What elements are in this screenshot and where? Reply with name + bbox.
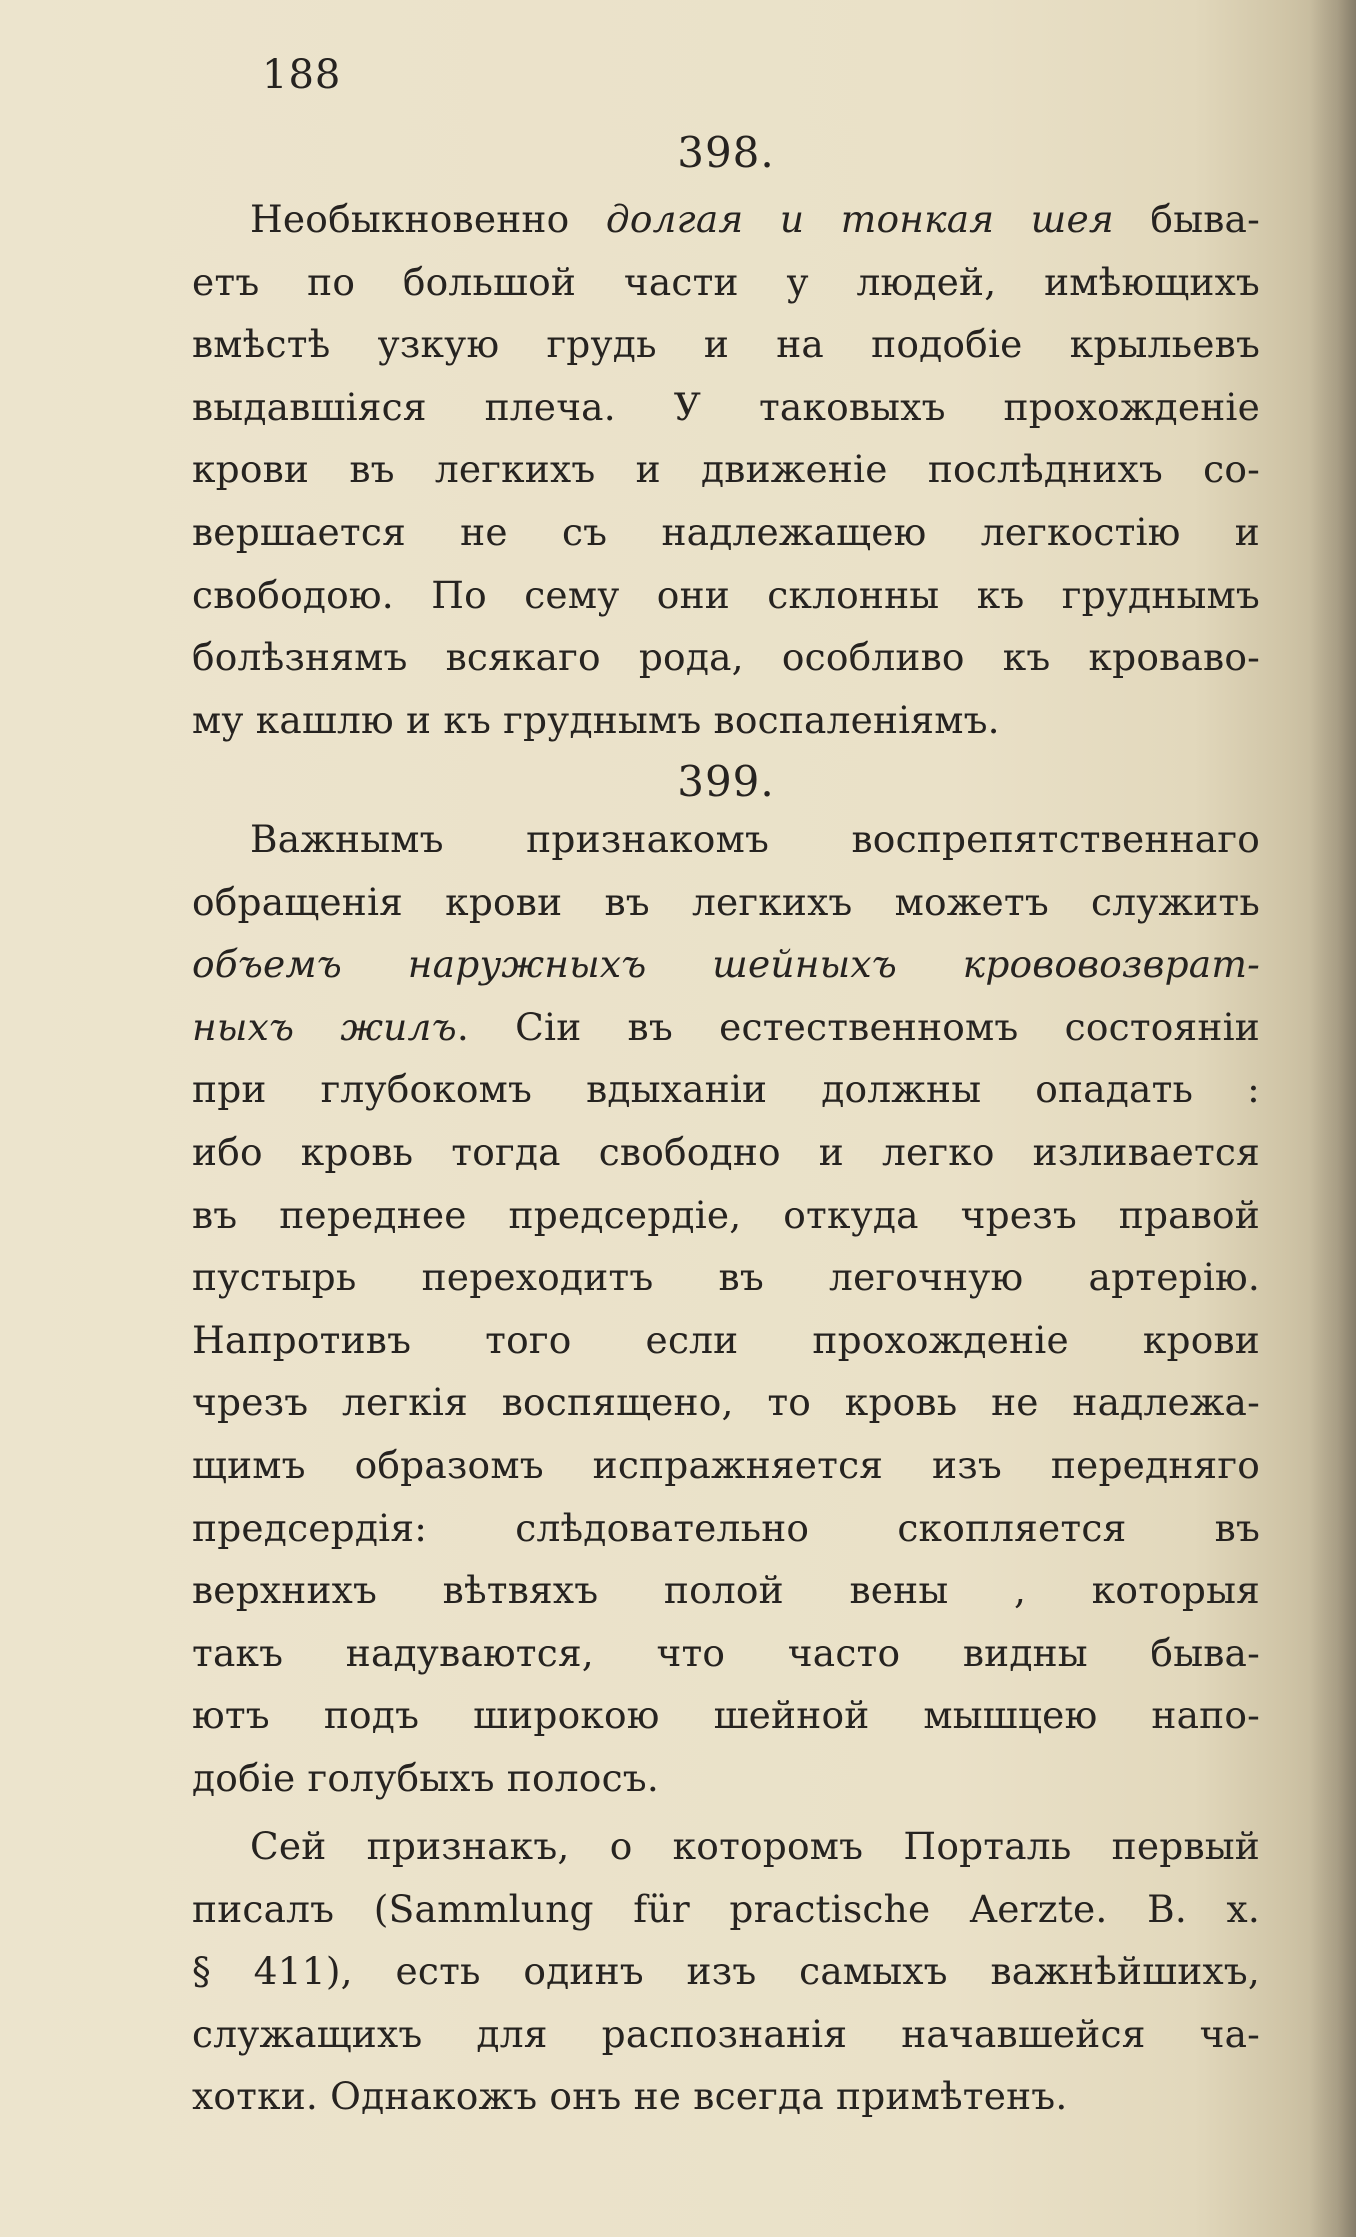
text-line (192, 996, 1260, 1059)
text-line (192, 1747, 1260, 1810)
text-line (192, 1815, 1260, 1878)
text-line (192, 933, 1260, 996)
text-run: пустырь переходитъ въ легочную артерію. (192, 1255, 1260, 1300)
page-number: 188 (262, 52, 342, 98)
text-run: обращенія крови въ легкихъ можетъ служить (192, 879, 1260, 924)
text-run: § 411), есть одинъ изъ самыхъ важнѣйшихъ, (192, 1949, 1260, 1994)
text-line (192, 1622, 1260, 1685)
text-run: при глубокомъ вдыханіи должны опадать : (192, 1067, 1260, 1112)
text-run: Важнымъ признакомъ воспрепятственнаго (250, 817, 1260, 861)
text-line (192, 1434, 1260, 1497)
text-run: Сей признакъ, о которомъ Порталь первый (250, 1824, 1260, 1868)
text-run: етъ по большой части у людей, имѣющихъ (192, 259, 1260, 304)
text-run: вершается не съ надлежащею легкостію и (192, 509, 1260, 554)
text-run: писалъ (Sammlung für practische Aerzte. B. x. (192, 1886, 1260, 1931)
text-run: вмѣстѣ узкую грудь и на подобіе крыльевъ (192, 322, 1260, 367)
text-line (192, 808, 1260, 871)
text-line (192, 1246, 1260, 1309)
text-line (192, 1684, 1260, 1747)
italic-run: объемъ наружныхъ шейныхъ крововозврат- (192, 942, 1260, 987)
text-line (192, 188, 1260, 251)
text-line (192, 501, 1260, 564)
text-line (192, 1058, 1260, 1121)
text-line (192, 564, 1260, 627)
text-run: болѣзнямъ всякаго рода, особливо къ кроваво- (192, 635, 1260, 680)
text-run: му кашлю и къ груднымъ воспаленіямъ. (192, 697, 1000, 742)
text-line (192, 2065, 1260, 2128)
text-line (192, 1371, 1260, 1434)
paragraph-399-a (192, 808, 1260, 1810)
text-line (192, 1309, 1260, 1372)
text-line (192, 1121, 1260, 1184)
text-line (192, 2003, 1260, 2066)
text-run: такъ надуваются, что часто видны быва- (192, 1630, 1260, 1675)
text-line (192, 626, 1260, 689)
text-run: хотки. Однакожъ онъ не всегда примѣтенъ. (192, 2074, 1068, 2119)
text-line (192, 1559, 1260, 1622)
text-line (192, 1497, 1260, 1560)
text-line (192, 251, 1260, 314)
text-line (192, 689, 1260, 752)
text-run: въ переднее предсердіе, откуда чрезъ правой (192, 1192, 1260, 1237)
text-run: . Сіи въ естественномъ состояніи (456, 1004, 1260, 1049)
italic-run: ныхъ жилъ (192, 1004, 457, 1049)
paragraph-399-b (192, 1815, 1260, 2128)
section-number-399: 399. (677, 757, 775, 806)
text-run: выдавшіяся плеча. У таковыхъ прохожденіе (192, 384, 1260, 429)
text-line (192, 376, 1260, 439)
text-line (192, 1878, 1260, 1941)
text-line (192, 1940, 1260, 2003)
text-line (192, 1184, 1260, 1247)
text-run: чрезъ легкія воспящено, то кровь не надлежа- (192, 1380, 1260, 1425)
section-number-398: 398. (677, 128, 775, 177)
text-run: щимъ образомъ испражняется изъ передняго (192, 1442, 1260, 1487)
paragraph-398 (192, 188, 1260, 751)
text-run: предсердія: слѣдовательно скопляется въ (192, 1505, 1260, 1550)
text-run: ибо кровь тогда свободно и легко изливается (192, 1129, 1260, 1174)
italic-run: долгая и тонкая шея (605, 197, 1114, 241)
text-run: свободою. По сему они склонны къ груднымъ (192, 572, 1260, 617)
text-line (192, 871, 1260, 934)
text-run: ютъ подъ широкою шейной мышцею напо- (192, 1693, 1260, 1738)
text-line (192, 438, 1260, 501)
page-edge-shadow (1310, 0, 1356, 2237)
text-run: крови въ легкихъ и движеніе послѣднихъ со- (192, 447, 1260, 492)
text-run: добіе голубыхъ полосъ. (192, 1755, 659, 1800)
text-run: быва- (1113, 197, 1260, 241)
text-run: Напротивъ того если прохожденіе крови (192, 1317, 1260, 1362)
text-run: служащихъ для распознанія начавшейся ча- (192, 2011, 1260, 2056)
text-run: верхнихъ вѣтвяхъ полой вены , которыя (192, 1568, 1260, 1613)
text-run: Необыкновенно (250, 197, 606, 241)
text-line (192, 313, 1260, 376)
